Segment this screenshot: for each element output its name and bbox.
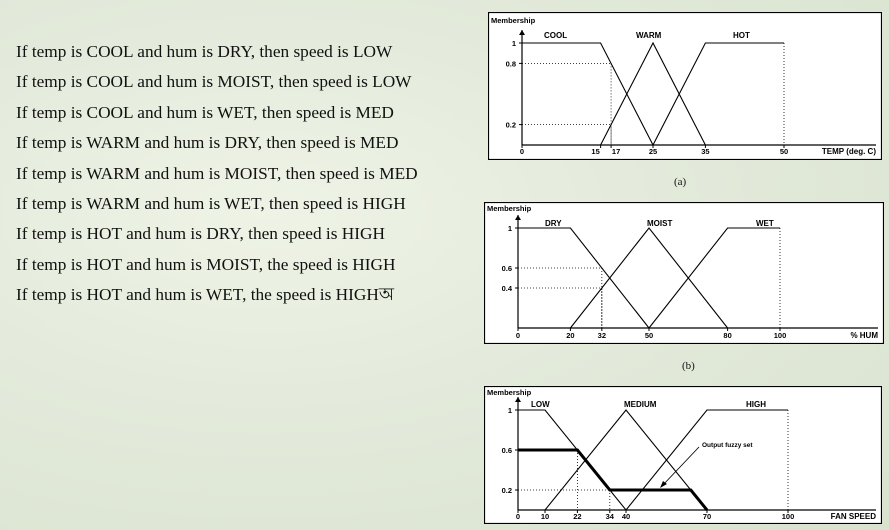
rule-list [16, 37, 418, 311]
series-label-low: LOW [531, 400, 550, 409]
x-tick-label: 17 [611, 147, 621, 156]
membership-wet-line [649, 228, 780, 328]
x-tick-label: 0 [515, 331, 521, 340]
rule-7: If temp is HOT and hum is DRY, then speed is HIGH [16, 224, 385, 244]
caption-b: (b) [682, 360, 695, 372]
x-tick-label: 40 [621, 512, 631, 521]
x-tick-label: 50 [779, 147, 789, 156]
y-axis-label: Membership [487, 204, 532, 213]
y-axis-arrow [515, 215, 521, 220]
membership-warm-line [601, 43, 706, 145]
rule-1: If temp is COOL and hum is DRY, then speed is LOW [16, 42, 393, 61]
x-tick-label: 50 [644, 331, 654, 340]
x-tick-label: 0 [519, 147, 525, 156]
rule-3: If temp is COOL and hum is WET, then speed is MED [16, 102, 394, 122]
rule-4: If temp is WARM and hum is DRY, then speed is MED [16, 133, 399, 153]
caption-a: (a) [674, 176, 687, 188]
x-tick-label: 22 [573, 512, 582, 521]
temp-membership-chart [488, 12, 882, 160]
y-tick-label: 0.6 [501, 264, 512, 273]
rule-2: If temp is COOL and hum is MOIST, then speed is LOW [16, 72, 412, 92]
x-tick-label: 70 [702, 512, 712, 521]
x-tick-label: 10 [540, 512, 550, 521]
temp-membership-panel [488, 12, 882, 160]
y-tick-label: 0.2 [505, 120, 516, 130]
membership-medium-line [545, 410, 707, 510]
membership-hot-line [653, 43, 784, 145]
y-tick-label: 0.6 [501, 446, 512, 455]
series-label-wet: WET [756, 219, 774, 228]
membership-dry-line [518, 228, 649, 328]
humidity-membership-chart [484, 202, 884, 344]
y-tick-label: 1 [507, 224, 512, 233]
x-tick-label: 0 [515, 512, 521, 521]
series-label-warm: WARM [636, 31, 662, 40]
x-tick-label: 100 [781, 512, 795, 521]
series-label-cool: COOL [544, 31, 568, 40]
y-axis-label: Membership [491, 16, 536, 25]
output-fuzzy-set-line [518, 450, 707, 510]
output-fuzzy-set-annotation: Output fuzzy set [702, 442, 753, 449]
y-tick-label: 0.8 [505, 59, 516, 69]
x-tick-label: 34 [605, 512, 614, 521]
fan-speed-membership-chart [484, 386, 882, 524]
y-axis-arrow [515, 397, 521, 402]
x-tick-label: 32 [597, 331, 607, 340]
series-label-hot: HOT [733, 31, 750, 40]
rule-8: If temp is HOT and hum is MOIST, the speed is HIGH [16, 254, 396, 274]
y-axis-label: Membership [487, 388, 532, 397]
x-tick-label: 35 [701, 147, 710, 156]
rule-6: If temp is WARM and hum is WET, then speed is HIGH [16, 193, 406, 213]
x-tick-label: 100 [773, 331, 787, 340]
membership-low-line [518, 410, 626, 510]
y-tick-label: 1 [511, 39, 516, 48]
rule-5: If temp is WARM and hum is MOIST, then speed is MED [16, 163, 418, 183]
membership-high-line [626, 410, 788, 510]
fan-speed-membership-panel [484, 386, 882, 524]
annotation-pointer-line [662, 447, 699, 486]
y-tick-label: 1 [507, 406, 512, 415]
rule-9: If temp is HOT and hum is WET, the speed is HIGHঅ [16, 285, 394, 305]
x-axis-label: TEMP (deg. C) [821, 147, 876, 156]
y-tick-label: 0.4 [501, 284, 512, 293]
x-tick-label: 15 [591, 147, 600, 156]
x-tick-label: 80 [723, 331, 732, 340]
y-tick-label: 0.2 [501, 486, 512, 495]
x-axis-label: FAN SPEED [830, 512, 876, 521]
humidity-membership-panel [484, 202, 884, 344]
y-axis-arrow [519, 30, 525, 35]
series-label-moist: MOIST [647, 219, 673, 228]
series-label-medium: MEDIUM [624, 400, 657, 409]
x-tick-label: 20 [566, 331, 575, 340]
series-label-high: HIGH [746, 400, 766, 409]
x-tick-label: 25 [648, 147, 658, 156]
membership-cool-line [522, 43, 653, 145]
series-label-dry: DRY [545, 219, 562, 228]
x-axis-label: % HUM [850, 331, 878, 340]
membership-moist-line [570, 228, 727, 328]
